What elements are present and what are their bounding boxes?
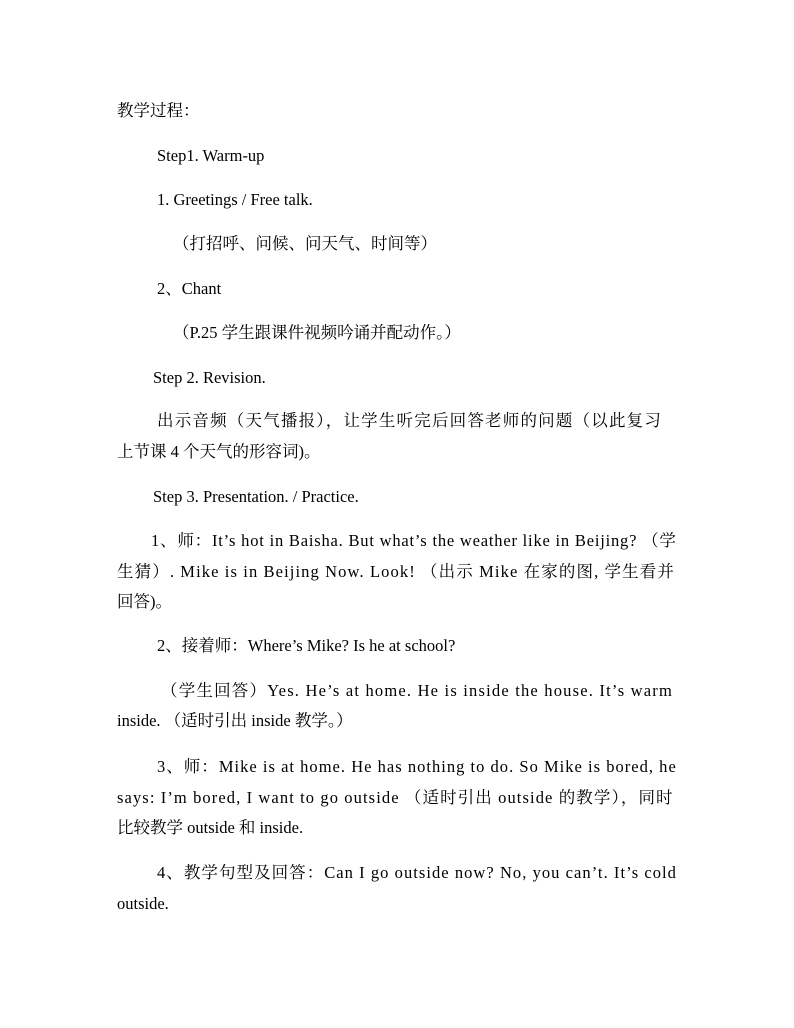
step3-heading: Step 3. Presentation. / Practice. bbox=[153, 487, 359, 506]
item-chant: 2、Chant bbox=[157, 279, 222, 298]
point3-line2: says: I’m bored, I want to go outside （适时引出 outside 的教学），同时 bbox=[117, 788, 674, 807]
point2-line1: 2、接着师：Where’s Mike? Is he at school? bbox=[157, 636, 456, 655]
point2-line2: （学生回答）Yes. He’s at home. He is inside the house. It’s warm bbox=[161, 681, 674, 700]
point4-line1: 4、教学句型及回答：Can I go outside now? No, you can’t. It’s cold bbox=[157, 863, 677, 882]
item-chant-note: （P.25 学生跟课件视频吟诵并配动作。） bbox=[173, 323, 461, 342]
point1-line1: 1、师：It’s hot in Baisha. But what’s the weather like in Beijing? （学 bbox=[151, 531, 677, 550]
step2-heading: Step 2. Revision. bbox=[153, 368, 266, 387]
item-greetings: 1. Greetings / Free talk. bbox=[157, 190, 313, 209]
point4-line2: outside. bbox=[117, 894, 169, 913]
revision-text-line2: 上节课 4 个天气的形容词)。 bbox=[117, 442, 321, 461]
section-heading: 教学过程： bbox=[117, 101, 200, 120]
item-greetings-note: （打招呼、问候、问天气、时间等） bbox=[173, 234, 437, 253]
point3-line3: 比较教学 outside 和 inside. bbox=[117, 818, 304, 837]
point3-line1: 3、师：Mike is at home. He has nothing to do. So Mike is bored, he bbox=[157, 757, 677, 776]
point1-line3: 回答)。 bbox=[117, 592, 172, 611]
point1-line2: 生猜）. Mike is in Beijing Now. Look! （出示 Mike 在家的图, 学生看并 bbox=[117, 562, 675, 581]
revision-text-line1: 出示音频（天气播报），让学生听完后回答老师的问题（以此复习 bbox=[157, 411, 663, 430]
step1-heading: Step1. Warm-up bbox=[157, 146, 265, 165]
point2-line3: inside. （适时引出 inside 教学。） bbox=[117, 711, 353, 730]
